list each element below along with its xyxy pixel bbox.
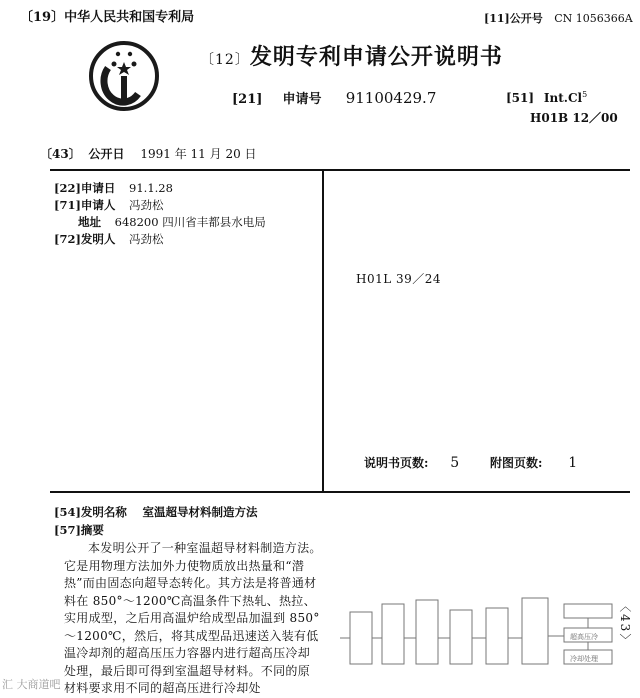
applicant: [71]申请人 冯劲松 [54,198,164,212]
international-class-value: H01B 12／00 [530,111,618,125]
drawing-pages: 附图页数: 1 [490,455,578,471]
secondary-class: H01L 39／24 [356,272,442,286]
country-header: 〔19〕中华人民共和国专利局 [20,10,195,25]
publication-number: [11]公开号 CN 1056366A [484,12,633,25]
table-top-rule [50,169,630,171]
page-mark: 〈43〉 [618,600,632,648]
table-center-rule [322,169,324,491]
table-bottom-rule [50,491,630,493]
abstract-text: 本发明公开了一种室温超导材料制造方法。它是用物理方法加外力使物质放出热量和“潜热”而由固态向超导态转化。其方法是将普通材料在 850°～1200℃高温条件下热轧、热拉、实用成型，之后用高温炉给成型品加温到 850°～1200℃，然后，将其成型品迅速送入装有低温冷却剂的超高压压力容器内进行超高压冷却处理，最后即可得到室温超导材料。不同的原材料要求用不同的超高压进行冷却处 [64,541,322,695]
abstract-heading: [57]摘要 [54,523,104,537]
process-flow-diagram [340,588,620,674]
application-number: [21] 申请号 91100429.7 [232,89,437,107]
international-class: [51] Int.Cl$^5$ [506,90,588,105]
invention-title: [54]发明名称 室温超导材料制造方法 [54,505,258,519]
inventor: [72]发明人 冯劲松 [54,232,164,246]
diagram-box-label: 超高压冷 [570,633,598,641]
applicant-address: 地址 648200 四川省丰都县水电局 [78,215,266,229]
document-title: 〔12〕发明专利申请公开说明书 [200,44,503,70]
watermark: 汇 大商道吧 [2,678,61,691]
description-pages: 说明书页数: 5 [364,455,460,471]
patent-office-emblem-icon [88,36,160,112]
filing-date: [22]申请日 91.1.28 [54,181,173,195]
publication-date: 〔43〕 公开日 1991 年 11 月 20 日 [40,147,257,161]
diagram-box-label: 冷却处理 [570,655,598,663]
